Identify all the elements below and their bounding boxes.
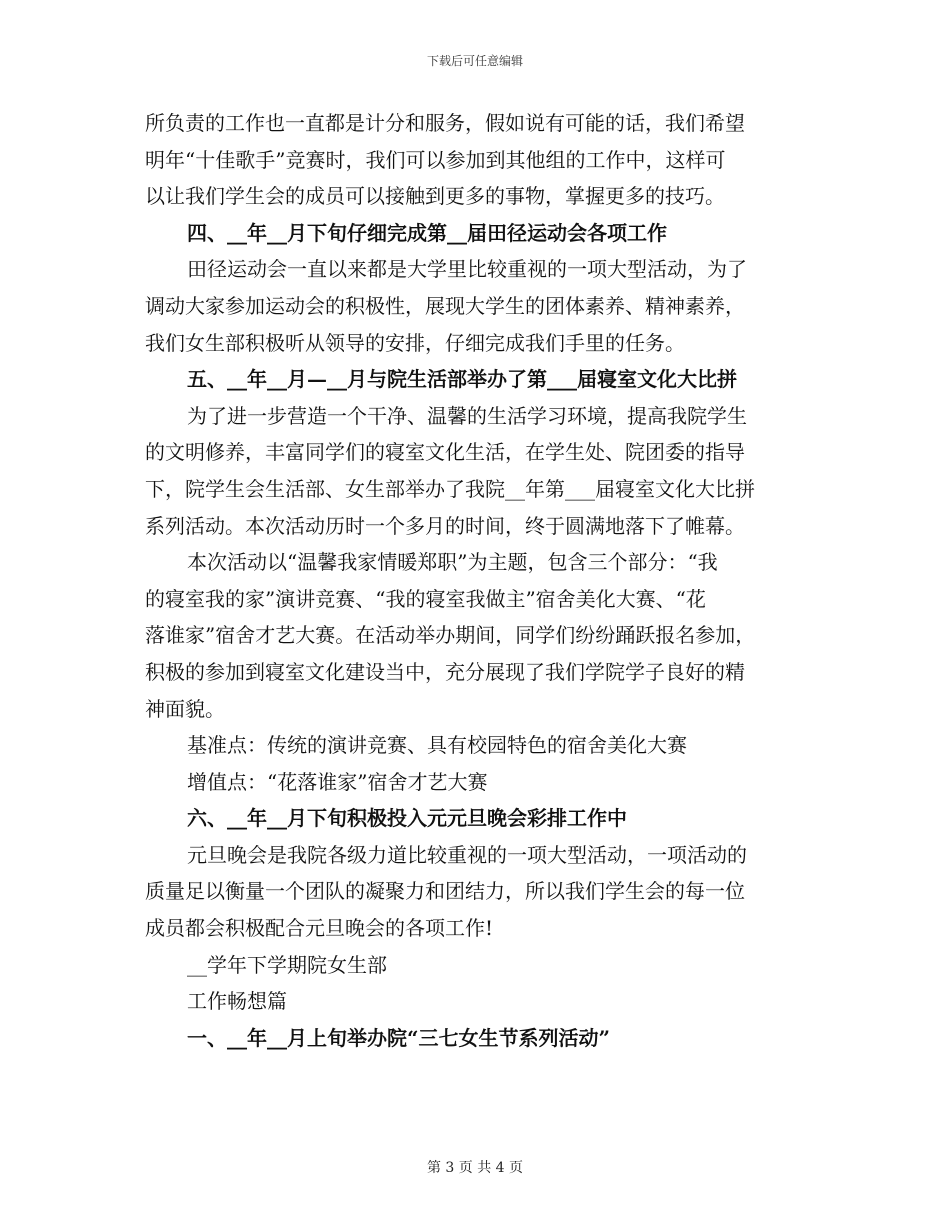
section-heading-line: 四、__年__月下旬仔细完成第__届田径运动会各项工作 bbox=[187, 220, 667, 245]
section-heading-line: 一、__年__月上旬举办院“三七女生节系列活动” bbox=[187, 1025, 611, 1050]
body-text-line: 增值点：“花落谁家”宿舍才艺大赛 bbox=[187, 769, 488, 794]
body-text-line: __学年下学期院女生部 bbox=[187, 952, 387, 977]
body-text-line: 下，院学生会生活部、女生部举办了我院__年第___届寝室文化大比拼 bbox=[145, 476, 755, 501]
section-heading-line: 五、__年__月—__月与院生活部举办了第___届寝室文化大比拼 bbox=[187, 367, 737, 392]
body-text-line: 元旦晚会是我院各级力道比较重视的一项大型活动，一项活动的 bbox=[187, 842, 747, 867]
body-text-line: 质量足以衡量一个团队的凝聚力和团结力，所以我们学生会的每一位 bbox=[145, 879, 745, 904]
body-text-line: 我们女生部积极听从领导的安排，仔细完成我们手里的任务。 bbox=[145, 330, 685, 355]
body-text-line: 的文明修养，丰富同学们的寝室文化生活，在学生处、院团委的指导 bbox=[145, 440, 745, 465]
page-number: 第 3 页 共 4 页 bbox=[426, 1160, 524, 1176]
page-header: 下载后可任意编辑 bbox=[426, 54, 523, 68]
body-text-line: 调动大家参加运动会的积极性，展现大学生的团体素养、精神素养， bbox=[145, 293, 745, 318]
body-text-line: 基准点：传统的演讲竞赛、具有校园特色的宿舍美化大赛 bbox=[187, 733, 687, 758]
section-heading-line: 六、__年__月下旬积极投入元元旦晚会彩排工作中 bbox=[187, 806, 627, 831]
body-text-line: 落谁家”宿舍才艺大赛。在活动举办期间，同学们纷纷踊跃报名参加， bbox=[145, 623, 756, 648]
body-text-line: 成员都会积极配合元旦晚会的各项工作! bbox=[145, 916, 494, 941]
body-text-line: 系列活动。本次活动历时一个多月的时间，终于圆满地落下了帷幕。 bbox=[145, 513, 745, 538]
body-text-line: 神面貌。 bbox=[145, 696, 225, 721]
body-text-line: 明年“十佳歌手”竞赛时，我们可以参加到其他组的工作中，这样可 bbox=[145, 147, 726, 172]
body-text-line: 田径运动会一直以来都是大学里比较重视的一项大型活动，为了 bbox=[187, 257, 747, 282]
body-text-line: 以让我们学生会的成员可以接触到更多的事物，掌握更多的技巧。 bbox=[145, 184, 725, 209]
body-text-line: 本次活动以“温馨我家情暖郑职”为主题，包含三个部分：“我 bbox=[187, 550, 718, 575]
body-text-line: 积极的参加到寝室文化建设当中，充分展现了我们学院学子良好的精 bbox=[145, 659, 745, 684]
document-body bbox=[145, 105, 815, 1056]
body-text-line: 为了进一步营造一个干净、温馨的生活学习环境，提高我院学生 bbox=[187, 403, 747, 428]
body-text-line: 工作畅想篇 bbox=[187, 989, 287, 1014]
body-text-line: 所负责的工作也一直都是计分和服务，假如说有可能的话，我们希望 bbox=[145, 111, 745, 135]
body-text-line: 的寝室我的家”演讲竞赛、“我的寝室我做主”宿舍美化大赛、“花 bbox=[145, 586, 706, 611]
